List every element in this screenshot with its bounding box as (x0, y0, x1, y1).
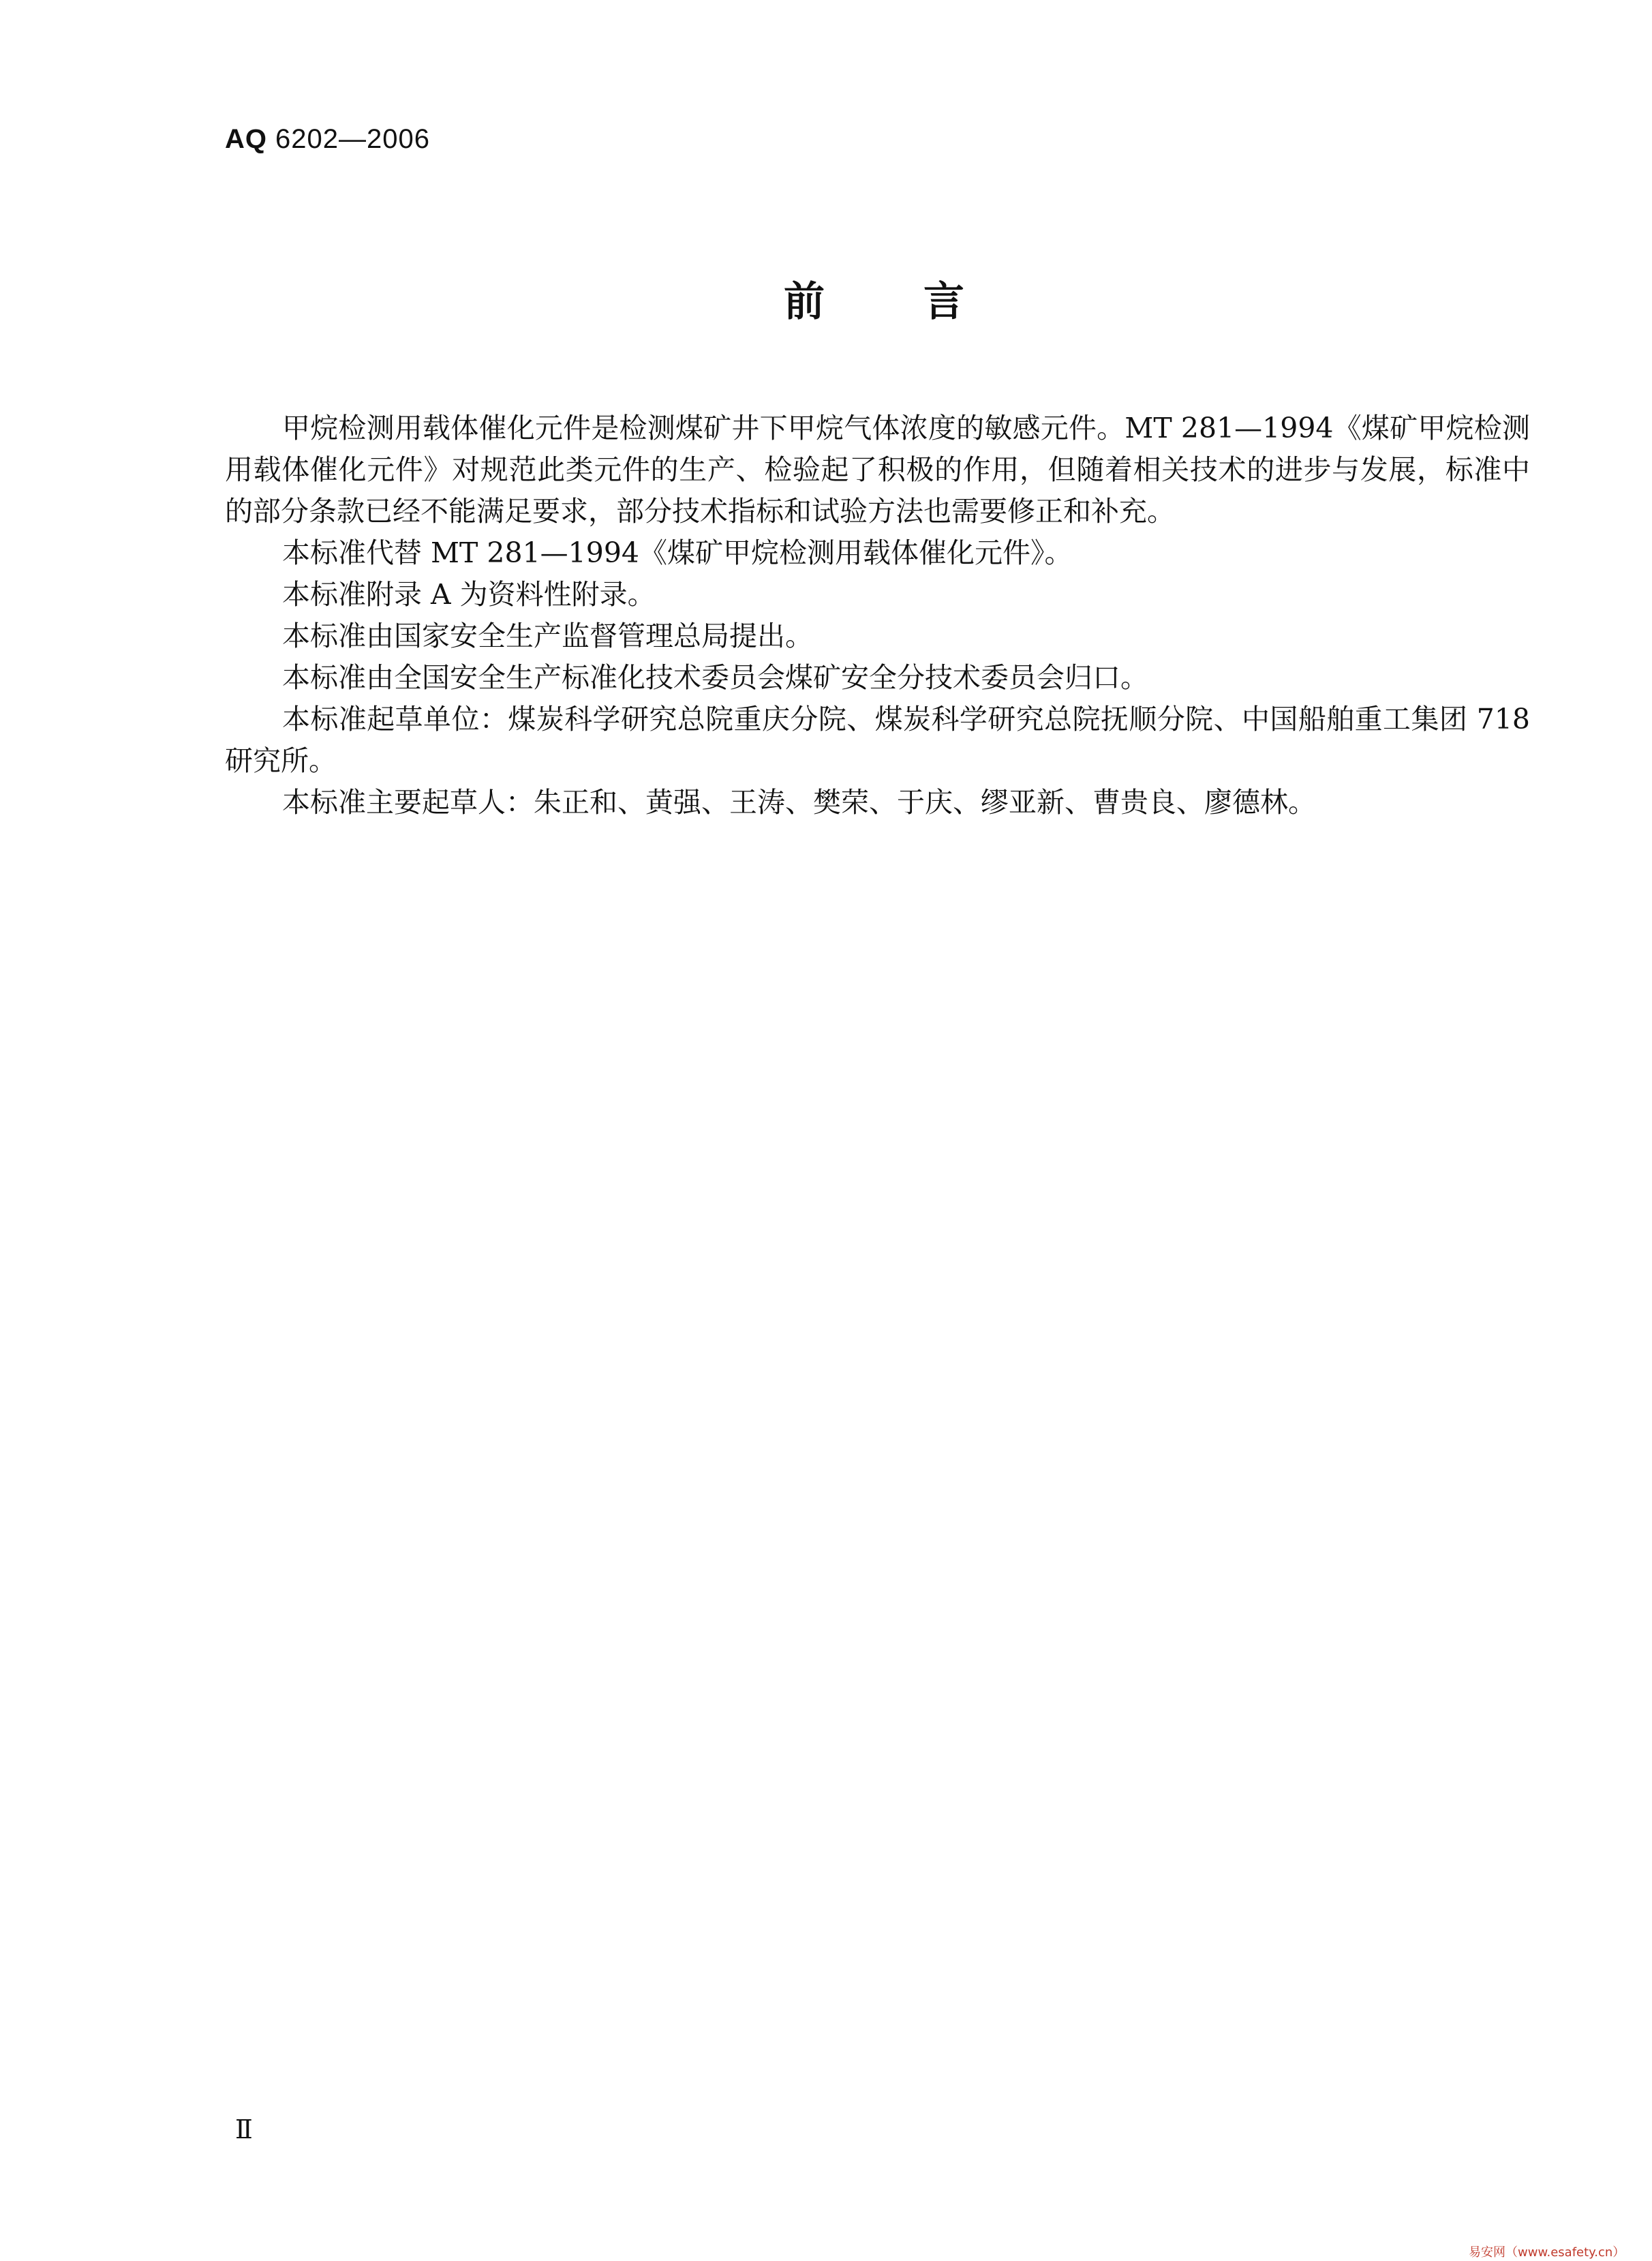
paragraph: 本标准代替 MT 281—1994《煤矿甲烷检测用载体催化元件》。 (282, 536, 1073, 569)
paragraph: 甲烷检测用载体催化元件是检测煤矿井下甲烷气体浓度的敏感元件。MT 281—1994《煤矿甲烷检测用载体催化元件》对规范此类元件的生产、检验起了积极的作用，但随着相关技术的进步与发展，标准中的部分条款已经不能满足要求，部分技术指标和试验方法也需要修正和补充。 (225, 412, 1530, 528)
standard-prefix: AQ (225, 124, 267, 154)
foreword-body (225, 408, 1530, 823)
paragraph: 本标准起草单位：煤炭科学研究总院重庆分院、煤炭科学研究总院抚顺分院、中国船舶重工集团 718 研究所。 (225, 703, 1530, 777)
paragraph: 本标准主要起草人：朱正和、黄强、王涛、樊荣、于庆、缪亚新、曹贵良、廖德林。 (282, 786, 1316, 819)
page-title: 前言 (784, 278, 1063, 326)
page-number: Ⅱ (235, 2114, 253, 2144)
paragraph: 本标准由全国安全生产标准化技术委员会煤矿安全分技术委员会归口。 (282, 661, 1148, 694)
site-watermark: 易安网（www.esafety.cn） (1469, 2245, 1625, 2260)
standard-code (225, 124, 430, 155)
paragraph: 本标准由国家安全生产监督管理总局提出。 (282, 620, 813, 652)
standard-number: 6202—2006 (275, 124, 430, 154)
paragraph: 本标准附录 A 为资料性附录。 (282, 578, 656, 611)
